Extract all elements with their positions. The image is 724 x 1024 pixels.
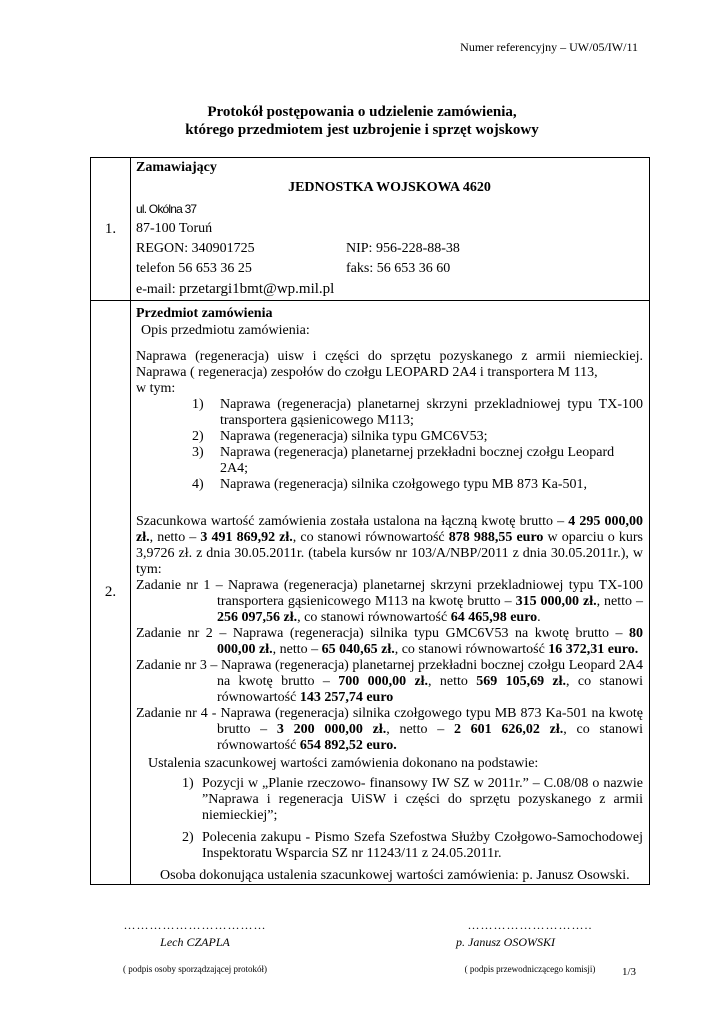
estimating-person: Osoba dokonująca ustalenia szacunkowej wartości zamówienia: p. Janusz Osowski. [160,868,630,883]
signer-name: p. Janusz OSOWSKI [456,935,555,949]
section-2-number: 2. [91,301,131,885]
description-label: Opis przedmiotu zamówienia: [141,323,310,338]
email-row [136,281,643,298]
intro-tail: w tym: [136,381,176,396]
estimate-euro: 878 988,55 euro [448,530,544,545]
zadanie-1: Zadanie nr 1 – Naprawa (regeneracja) planetarnej skrzyni przekladniowej typu TX-100 transportera gąsienicowego M113 na kwotę brutto – 315 000,00 zł., netto – 256 097,56 zł., co stanowi równowartość 64 465,98 euro. [136,578,644,625]
title-line-1: Protokół postępowania o udzielenie zamówienia, [207,104,517,120]
email-address: przetargi1bmt@wp.mil.pl [179,281,335,297]
zadanie-4: Zadanie nr 4 - Naprawa (regeneracja) silnika czołgowego typu MB 873 Ka-501 na kwotę brutto – 3 200 000,00 zł., netto – 2 601 626,02 zł., co stanowi równowartość 654 892,52 euro. [136,706,643,753]
signature-right [440,918,620,974]
basis-list [136,776,643,862]
list-item: 2) Naprawa (regeneracja) silnika typu GMC6V53; [192,429,488,444]
signature-line: ……………………….. [467,918,593,932]
estimate-brutto: 4 295 000,00 zł. [136,514,643,545]
title-line-2: którego przedmiotem jest uzbrojenie i sprzęt wojskowy [185,122,539,138]
estimate-paragraph: Szacunkowa wartość zamówienia została ustalona na łączną kwotę brutto – 4 295 000,00 zł., netto – 3 491 869,92 zł., co stanowi równowartość 878 988,55 euro w oparciu o kurs 3,9726 zł. z dnia 30.05.2011r. (tabela kursów nr 103/A/NBP/2011 z dnia 30.05.2011r.), w tym: [136,514,643,577]
regon: REGON: 340901725 [136,241,255,256]
street-address: ul. Okólna 37 [136,202,197,216]
protocol-table [90,157,650,885]
task-list [136,397,643,493]
phone: telefon 56 653 36 25 [136,261,252,276]
zadanie-2: Zadanie nr 2 – Naprawa (regeneracja) silnika typu GMC6V53 na kwotę brutto – 80 000,00 zł., netto – 65 040,65 zł., co stanowi równowartość 16 372,31 euro. [136,626,643,657]
fax: faks: 56 653 36 60 [346,261,451,276]
list-item: 1) Naprawa (regeneracja) planetarnej skrzyni przekladniowej typu TX-100 transportera gąsienicowego M113; [192,397,643,428]
reference-number: Numer referencyjny – UW/05/IW/11 [460,40,638,54]
signature-caption: ( podpis przewodniczącego komisji) [464,964,596,974]
basis-label: Ustalenia szacunkowej wartości zamówienia dokonano na podstawie: [148,756,539,771]
list-item: 1) Pozycji w „Planie rzeczowo- finansowy IW SZ w 2011r.” – C.08/08 o nazwie ”Naprawa i regeneracja UiSW i części do sprzętu pozyskanego z armii niemieckiej”; [182,776,643,823]
signature-line: …………………………… [123,918,267,932]
section-2-heading: Przedmiot zamówienia [136,306,273,321]
section-2-body [131,301,650,885]
section-1-number: 1. [91,158,131,301]
list-item: 4) Naprawa (regeneracja) silnika czołgowego typu MB 873 Ka-501, [192,477,587,492]
list-item: 3) Naprawa (regeneracja) planetarnej przekładni bocznej czołgu Leopard 2A4; [192,445,615,476]
nip: NIP: 956-228-88-38 [346,241,460,256]
phone-fax-row [136,261,643,277]
estimate-netto: 3 491 869,92 zł. [200,530,293,545]
signer-name: Lech CZAPLA [160,935,230,949]
section-1-row [91,158,650,301]
intro-text: Naprawa (regeneracja) uisw i części do sprzętu pozyskanego z armii niemieckiej. Naprawa ( regeneracja) zespołów do czołgu LEOPARD 2A4 i transportera M 113, [136,349,643,380]
contracting-unit: JEDNOSTKA WOJSKOWA 4620 [288,180,491,195]
email-label: e-mail: [136,282,176,297]
section-2-row [91,301,650,885]
section-1-heading: Zamawiający [136,160,217,175]
zadanie-3: Zadanie nr 3 – Naprawa (regeneracja) planetarnej przekładni bocznej czołgu Leopard 2A4 na kwotę brutto – 700 000,00 zł., netto 569 105,69 zł., co stanowi równowartość 143 257,74 euro [136,658,643,705]
regon-nip-row [136,241,643,257]
section-1-body [131,158,650,301]
list-item: 2) Polecenia zakupu - Pismo Szefa Szefostwa Służby Czołgowo-Samochodowej Inspektoratu Wsparcia SZ nr 11243/11 z 24.05.2011r. [182,830,643,861]
document-title [0,103,724,139]
page-number: 1/3 [622,966,637,978]
signature-caption: ( podpis osoby sporządzającej protokół) [123,964,267,974]
signature-left [110,918,280,974]
city-address: 87-100 Toruń [136,221,213,236]
